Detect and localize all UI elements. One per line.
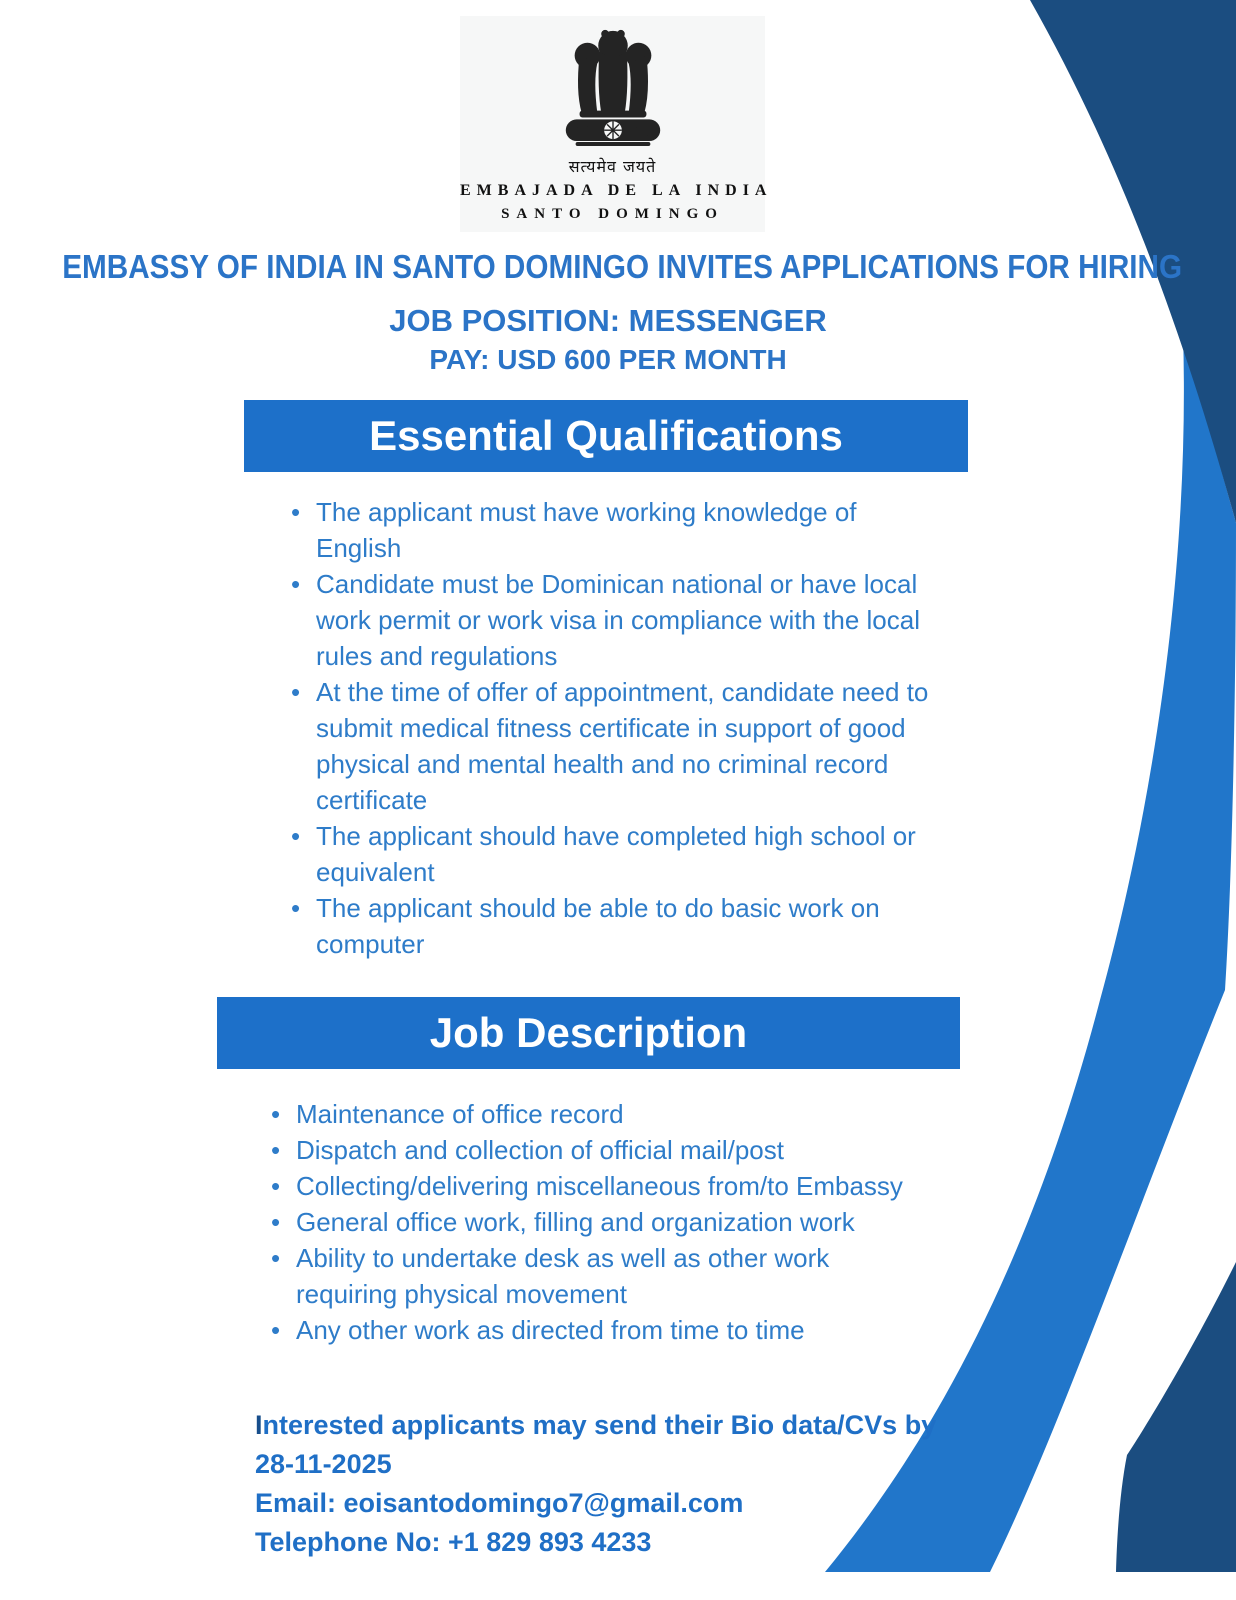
footer-line: Telephone No: +1 829 893 4233: [255, 1527, 652, 1557]
list-item: • The applicant must have working knowledge of English: [289, 494, 934, 566]
pay-line: PAY: USD 600 PER MONTH: [429, 344, 787, 375]
list-item: • Collecting/delivering miscellaneous from/to Embassy: [269, 1168, 924, 1204]
lion-capital-of-ashoka-icon: [554, 22, 672, 148]
job-description-title: Job Description: [429, 1009, 748, 1056]
application-contact-block: [255, 1406, 955, 1562]
essential-qualifications-banner: [244, 400, 968, 472]
list-item: • At the time of offer of appointment, candidate need to submit medical fitness certificate in support of good physical and mental health and no criminal record certificate: [289, 674, 934, 818]
footer-line: Email: eoisantodomingo7@gmail.com: [255, 1488, 744, 1518]
list-item: • Dispatch and collection of official mail/post: [269, 1132, 924, 1168]
emblem-motto: सत्यमेव जयते: [568, 157, 657, 176]
list-item: • The applicant should have completed high school or equivalent: [289, 818, 934, 890]
embassy-emblem-block: [460, 16, 773, 232]
job-description-banner: [217, 997, 960, 1069]
essential-qualifications-title: Essential Qualifications: [369, 412, 843, 459]
list-item: • The applicant should be able to do basic work on computer: [289, 890, 934, 962]
embassy-city: SANTO DOMINGO: [501, 206, 724, 222]
job-description-list: [269, 1096, 924, 1348]
footer-line: Interested applicants may send their Bio data/CVs by: [255, 1410, 937, 1440]
list-item: • Maintenance of office record: [269, 1096, 924, 1132]
list-item: • Candidate must be Dominican national or have local work permit or work visa in compliance with the local rules and regulations: [289, 566, 934, 674]
headline: EMBASSY OF INDIA IN SANTO DOMINGO INVITES APPLICATIONS FOR HIRING: [62, 248, 1183, 285]
footer-line: 28-11-2025: [255, 1449, 392, 1479]
embassy-name-spanish: EMBAJADA DE LA INDIA: [460, 182, 773, 199]
list-item: • General office work, filling and organization work: [269, 1204, 924, 1240]
essential-qualifications-list: [289, 494, 934, 962]
job-position-line: JOB POSITION: MESSENGER: [389, 303, 827, 338]
list-item: • Any other work as directed from time to time: [269, 1312, 924, 1348]
list-item: • Ability to undertake desk as well as other work requiring physical movement: [269, 1240, 924, 1312]
